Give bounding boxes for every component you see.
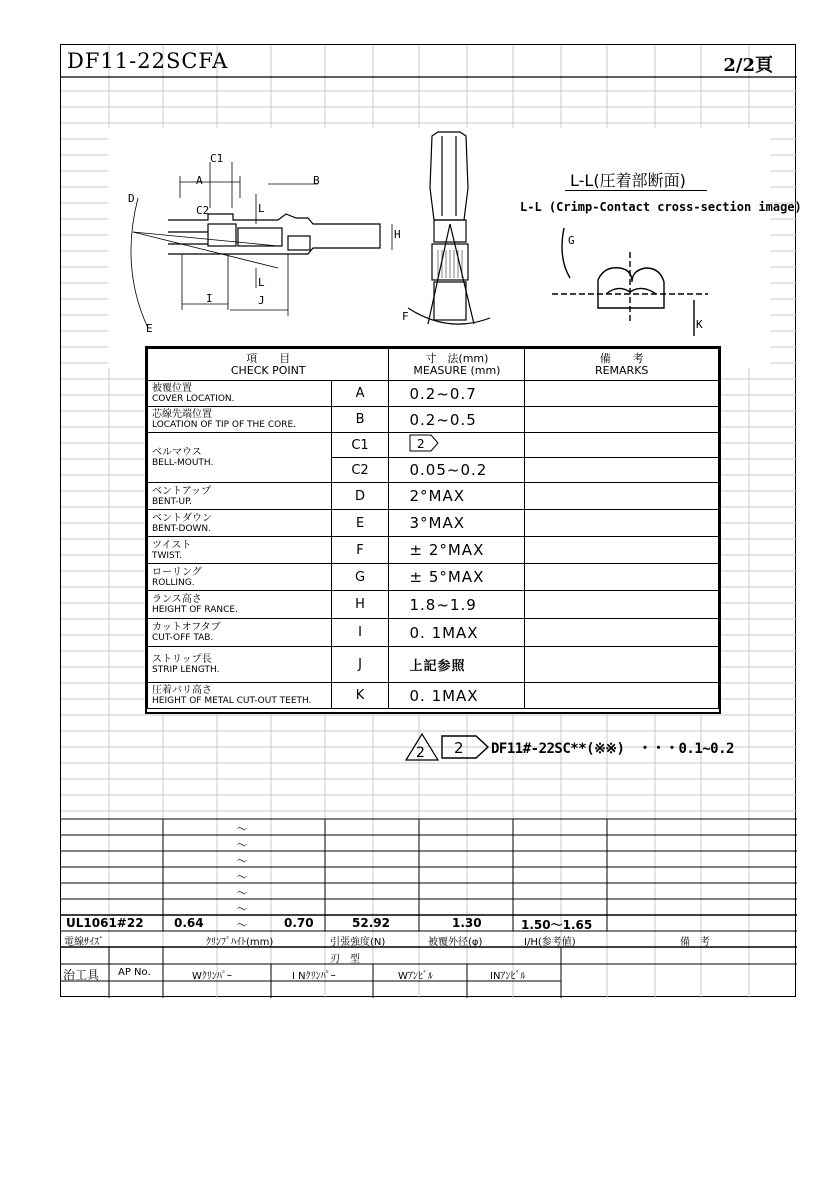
label-in-crimper: I Nｸﾘﾝﾊﾟｰ [292, 971, 336, 982]
row-label-jp: カットオフタブ [152, 622, 221, 633]
range-tilde: ～ [236, 886, 249, 900]
revision-box-icon [409, 434, 439, 452]
row-remarks [525, 483, 719, 510]
table-row [148, 619, 719, 647]
row-label-jp: ベントダウン [152, 512, 212, 524]
row-symbol: G [331, 564, 389, 591]
th-measure-jp: 寸 法(mm) [425, 351, 489, 365]
range-tilde: ～ [236, 870, 249, 884]
row-label-en: TWIST. [152, 550, 183, 561]
cross-section-view [552, 228, 708, 336]
row-symbol: K [331, 683, 389, 709]
dim-c2: C2 [196, 204, 210, 217]
row-symbol: F [331, 537, 389, 564]
table-row [148, 591, 719, 619]
dim-c1: C1 [210, 152, 224, 165]
revision-box-number: 2 [417, 437, 427, 451]
row-label-jp: ベントアップ [152, 485, 211, 497]
revision-box-icon [442, 736, 488, 758]
row-measure: 2°MAX [389, 483, 525, 510]
dim-b: B [313, 174, 320, 187]
th-remarks-en: REMARKS [594, 363, 649, 377]
table-row [148, 407, 719, 433]
row-measure: ± 5°MAX [389, 564, 525, 591]
section-title: L-L(圧着部断面) [570, 171, 686, 190]
table-row [148, 683, 719, 709]
row-remarks [525, 619, 719, 647]
dim-e: E [146, 322, 153, 335]
label-remarks: 備 考 [680, 937, 710, 948]
revision-box-number: 2 [454, 739, 464, 757]
revision-note-symbols [404, 732, 490, 762]
row-symbol: A [331, 381, 389, 407]
label-ap-no: AP No. [118, 967, 151, 978]
terminal-front-view [408, 132, 490, 324]
range-tilde: ～ [236, 822, 249, 836]
dim-k: K [696, 318, 703, 331]
row-label-jp: ストリップ長 [152, 654, 212, 665]
row-label-en: LOCATION OF TIP OF THE CORE. [152, 420, 297, 430]
row-remarks [525, 381, 719, 407]
row-label-en: CUT-OFF TAB. [152, 633, 214, 643]
row-remarks [525, 433, 719, 458]
row-label-en: BENT-DOWN. [152, 523, 212, 534]
dim-l-lower: L [258, 276, 265, 289]
th-remarks [525, 349, 719, 381]
label-wire-size: 電線ｻｲｽﾞ [64, 937, 104, 948]
row-measure: 0. 1MAX [389, 683, 525, 709]
ih-value: 1.50～1.65 [521, 918, 593, 932]
label-crimp-height: ｸﾘﾝﾌﾟﾊｲﾄ(mm) [206, 937, 274, 948]
row-measure: 3°MAX [389, 510, 525, 537]
range-tilde: ～ [236, 918, 249, 932]
row-remarks [525, 510, 719, 537]
table-row [148, 510, 719, 537]
row-measure: ± 2°MAX [389, 537, 525, 564]
row-symbol: I [331, 619, 389, 647]
wire-size-value: UL1061#22 [66, 916, 144, 930]
row-label-jp: 被覆位置 [152, 383, 192, 394]
row-symbol: B [331, 407, 389, 433]
range-tilde: ～ [236, 838, 249, 852]
dim-g: G [568, 234, 575, 247]
row-symbol: C2 [331, 458, 389, 483]
th-item-en: CHECK POINT [230, 363, 306, 377]
row-remarks [525, 537, 719, 564]
row-measure: 0.2~0.5 [389, 407, 525, 433]
th-check-point [148, 349, 389, 381]
section-subtitle: L-L (Crimp-Contact cross-section image) [520, 200, 802, 214]
table-row [148, 483, 719, 510]
row-measure-revision [389, 433, 525, 458]
section-title-underline [565, 190, 707, 191]
dim-h: H [394, 228, 401, 241]
table-row [148, 433, 719, 458]
table-row [148, 537, 719, 564]
row-label-en: BENT-UP. [152, 496, 192, 507]
row-remarks [525, 407, 719, 433]
dim-a: A [196, 174, 203, 187]
row-label-jp: ベルマウス [152, 447, 202, 458]
row-label-jp: 芯線先端位置 [152, 409, 212, 420]
row-measure: 0.2~0.7 [389, 381, 525, 407]
row-measure: 0. 1MAX [389, 619, 525, 647]
row-remarks [525, 564, 719, 591]
label-ih-ref: I/H(参考値) [524, 937, 576, 948]
crimp-drawing [108, 128, 770, 368]
dim-l-upper: L [258, 202, 265, 215]
th-measure-en: MEASURE (mm) [413, 363, 501, 377]
check-point-table [145, 346, 721, 714]
label-cover-od: 被覆外径(φ) [428, 937, 483, 948]
row-label-en: BELL-MOUTH. [152, 458, 214, 468]
row-label-en: HEIGHT OF METAL CUT-OUT TEETH. [152, 696, 312, 706]
row-symbol: H [331, 591, 389, 619]
document-title: DF11-22SCFA [67, 49, 229, 73]
pull-strength-value: 52.92 [352, 916, 390, 930]
range-tilde: ～ [236, 854, 249, 868]
row-remarks [525, 683, 719, 709]
row-label-jp: ランス高さ [152, 594, 202, 605]
range-tilde: ～ [236, 902, 249, 916]
label-w-anvil: Wｱﾝﾋﾞﾙ [398, 971, 433, 982]
row-label-jp: ツイスト [152, 539, 192, 551]
table-header-row [148, 349, 719, 381]
crimp-height-min: 0.64 [174, 916, 204, 930]
table-row [148, 647, 719, 683]
page-number: 2/2頁 [723, 55, 773, 76]
dim-i: I [206, 292, 213, 305]
label-tool: 治工具 [63, 968, 100, 982]
row-label-jp: 圧着バリ高さ [152, 685, 212, 696]
row-remarks [525, 647, 719, 683]
crimp-drawing-svg [108, 128, 770, 368]
label-blade: 刃 型 [330, 954, 360, 965]
label-in-anvil: INｱﾝﾋﾞﾙ [490, 971, 526, 982]
row-label-en: HEIGHT OF RANCE. [152, 605, 238, 615]
row-measure: 0.05~0.2 [389, 458, 525, 483]
revision-triangle-number: 2 [416, 745, 425, 761]
cover-diameter-value: 1.30 [452, 916, 482, 930]
row-remarks [525, 591, 719, 619]
label-w-crimper: Wｸﾘﾝﾊﾟｰ [192, 971, 232, 982]
row-symbol: E [331, 510, 389, 537]
dim-j: J [258, 294, 265, 307]
th-remarks-jp: 備 考 [599, 351, 644, 365]
revision-note-text: DF11#-22SC**(※※) ・・・0.1~0.2 [491, 741, 734, 757]
th-item-jp: 項 目 [246, 351, 291, 365]
row-label-jp: ローリング [152, 566, 202, 578]
row-symbol: C1 [331, 433, 389, 458]
table-row [148, 564, 719, 591]
row-symbol: J [331, 647, 389, 683]
label-pull-strength: 引張強度(N) [330, 937, 386, 948]
row-measure: 1.8~1.9 [389, 591, 525, 619]
table-row [148, 381, 719, 407]
row-label-en: STRIP LENGTH. [152, 665, 220, 675]
dim-f: F [402, 310, 409, 323]
row-symbol: D [331, 483, 389, 510]
th-measure [389, 349, 525, 381]
row-label-en: ROLLING. [152, 577, 195, 588]
row-remarks [525, 458, 719, 483]
crimp-height-max: 0.70 [284, 916, 314, 930]
row-label-en: COVER LOCATION. [152, 394, 235, 404]
dim-d: D [128, 192, 135, 205]
row-measure: 上記参照 [389, 647, 525, 683]
terminal-side-view [168, 214, 380, 254]
